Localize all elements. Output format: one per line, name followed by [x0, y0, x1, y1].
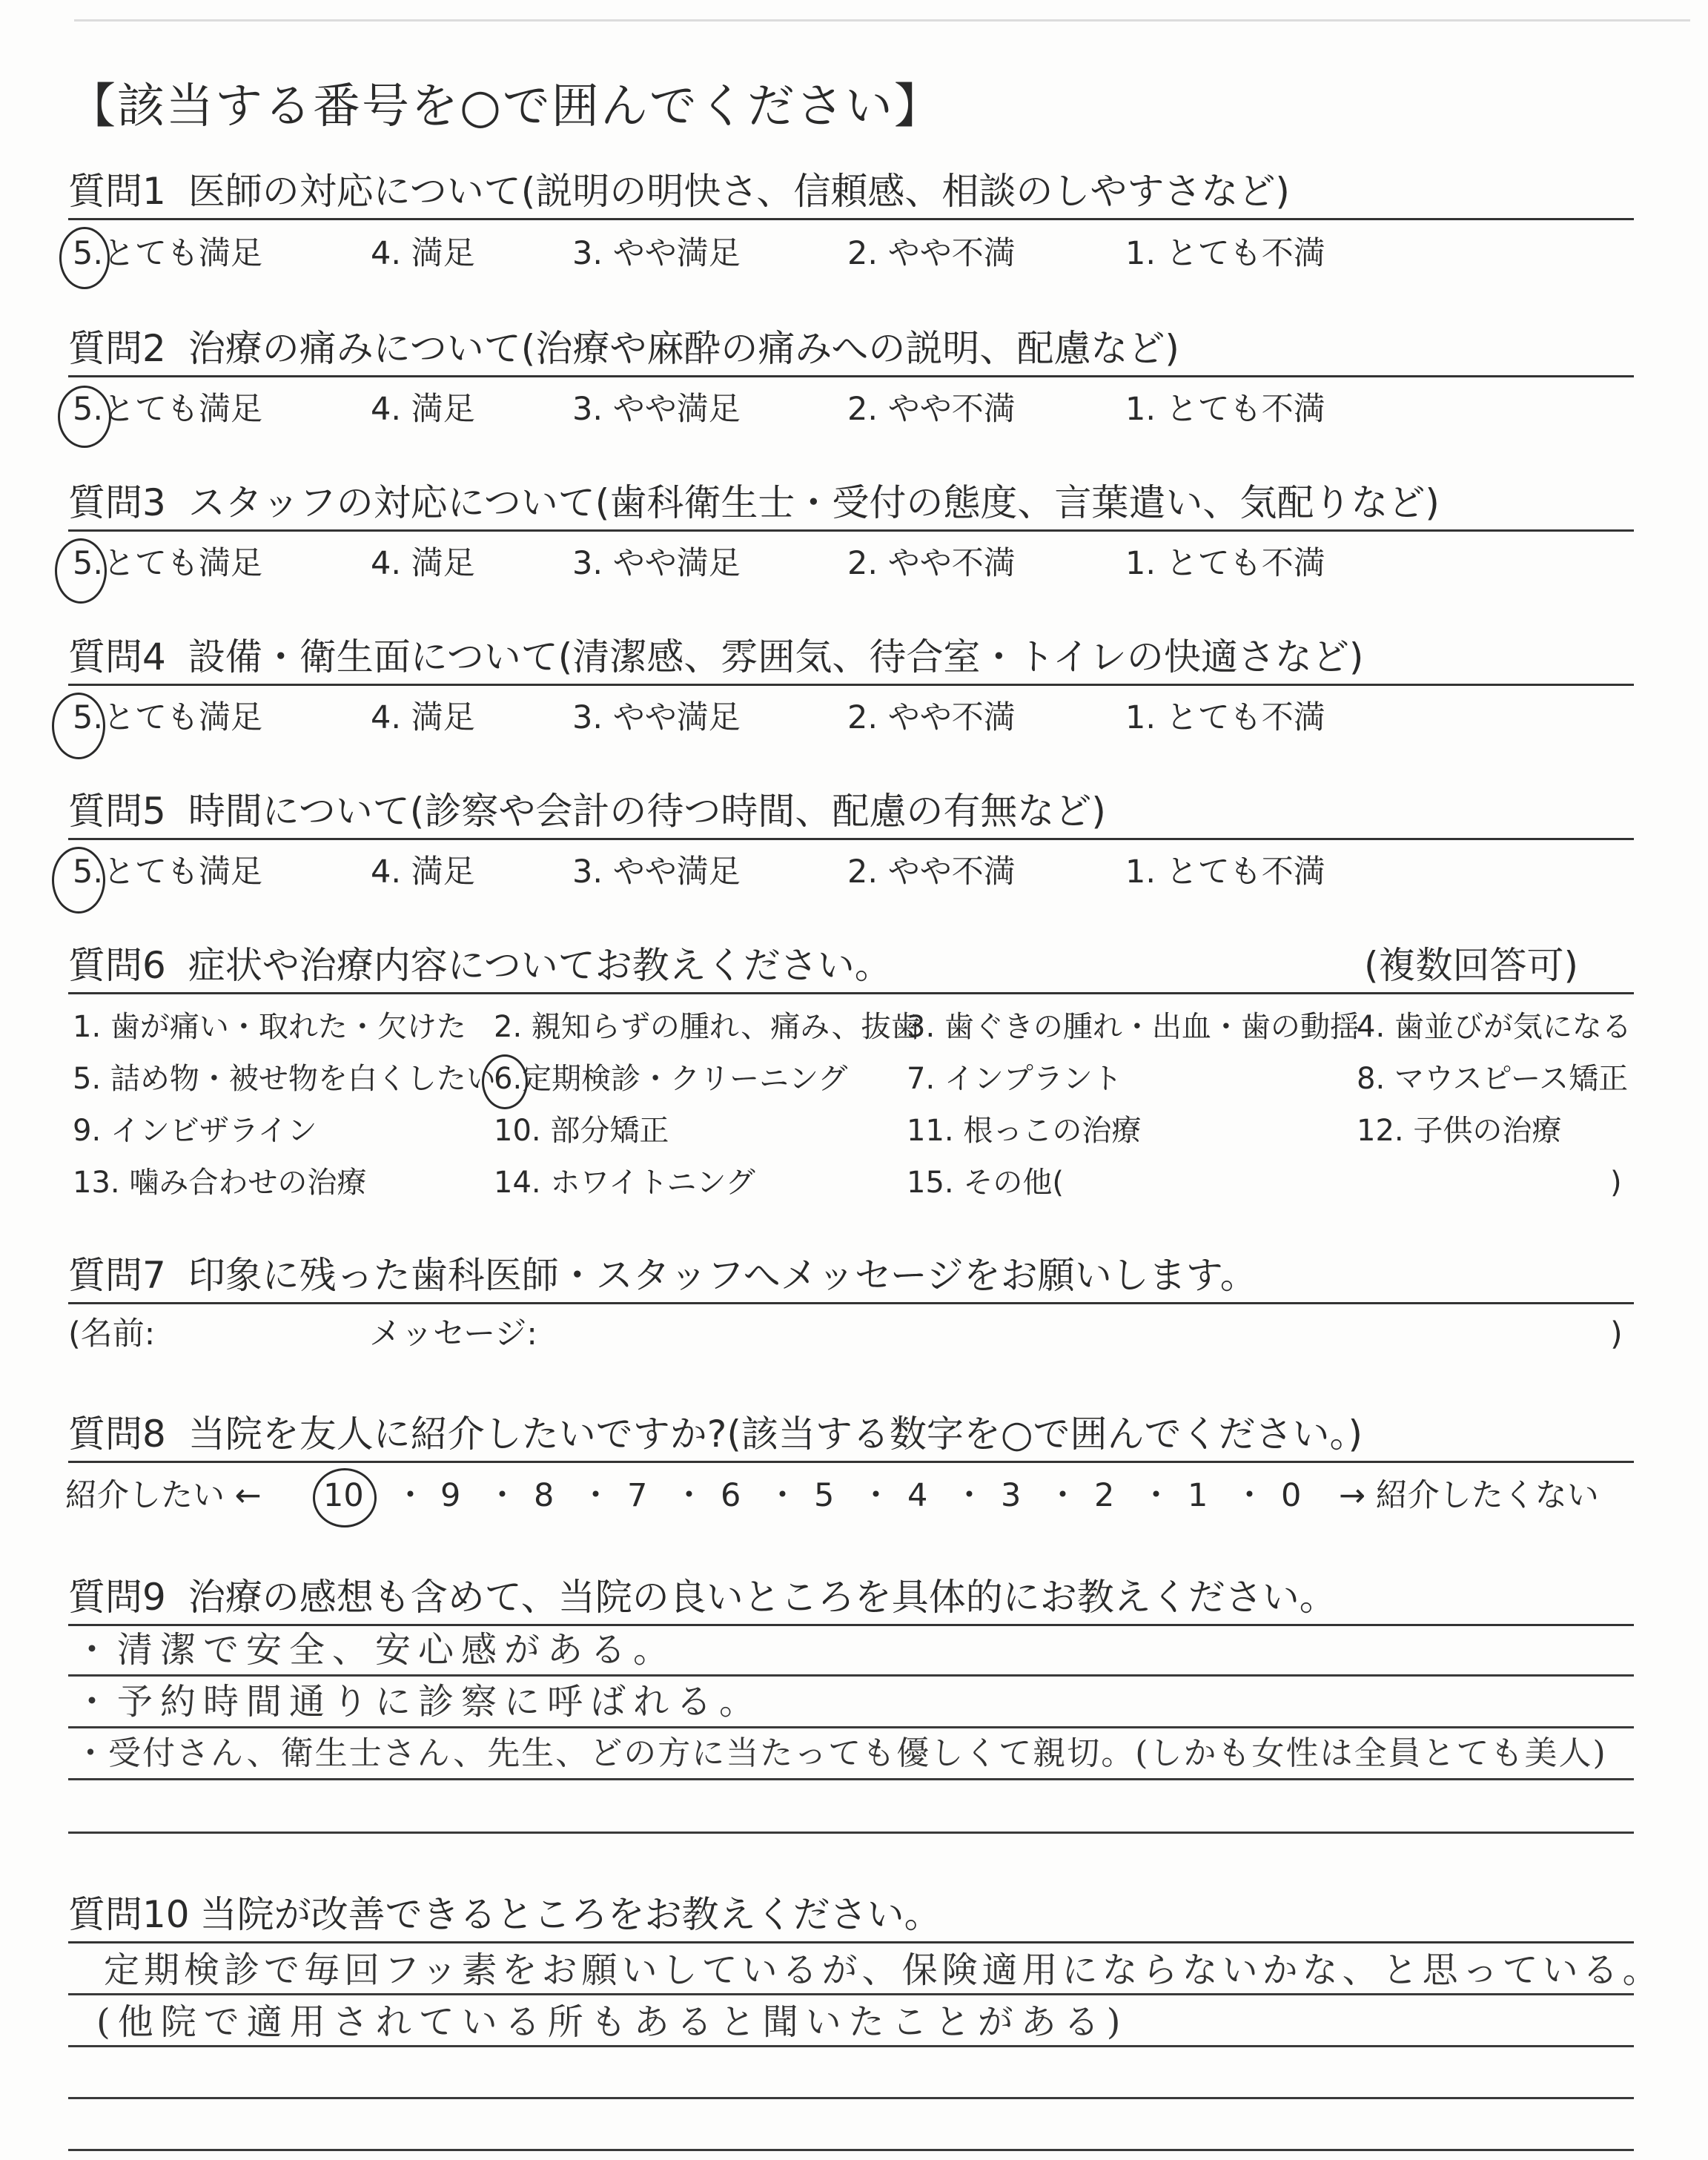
question-rule: [68, 218, 1634, 220]
question-text: スタッフの対応について(歯科衛生士・受付の態度、言葉遣い、気配りなど): [188, 481, 1440, 524]
question-rule: [68, 529, 1634, 532]
option-2[interactable]: 2. やや不満: [847, 391, 1016, 428]
recommend-right-label: → 紹介したくない: [1339, 1477, 1599, 1514]
option-2[interactable]: 2. やや不満: [847, 545, 1016, 582]
q6-other-close: ): [1610, 1166, 1622, 1200]
recommend-left-label: 紹介したい ←: [65, 1477, 262, 1514]
answer-line: [68, 1993, 1634, 1995]
question-rule: [68, 1624, 1634, 1626]
option-1[interactable]: 1. とても不満: [1125, 235, 1325, 272]
answer-line: [68, 1726, 1634, 1728]
answer-circle: [55, 538, 107, 604]
option-3[interactable]: 3. やや満足: [572, 853, 741, 891]
answer-line: [68, 1832, 1634, 1834]
question-rule: [68, 992, 1634, 994]
separator-dot: ・: [767, 1477, 798, 1514]
question-label: [68, 1575, 1337, 1619]
question-label: [68, 1253, 1257, 1298]
option-4[interactable]: 4. 満足: [371, 699, 475, 736]
recommend-6[interactable]: 6: [721, 1477, 741, 1514]
question-number: 質問10: [68, 1893, 190, 1936]
question-rule: [68, 375, 1634, 377]
option-3[interactable]: 3. やや満足: [572, 545, 741, 582]
question-label: [68, 480, 1440, 525]
q6-option-8[interactable]: 8. マウスピース矯正: [1357, 1062, 1629, 1096]
question-number: 質問1: [68, 170, 166, 213]
answer-line: [68, 2045, 1634, 2047]
answer-circle: [52, 693, 105, 759]
question-label: [68, 1412, 1363, 1456]
option-4[interactable]: 4. 満足: [371, 853, 475, 891]
separator-dot: ・: [486, 1477, 518, 1514]
separator-dot: ・: [860, 1477, 892, 1514]
option-2[interactable]: 2. やや不満: [847, 699, 1016, 736]
question-label: [68, 1892, 941, 1937]
question-label: [68, 789, 1106, 833]
q6-option-7[interactable]: 7. インプラント: [907, 1062, 1122, 1096]
separator-dot: ・: [673, 1477, 705, 1514]
question-number: 質問3: [68, 481, 166, 524]
option-1[interactable]: 1. とても不満: [1125, 391, 1325, 428]
question-text: 設備・衛生面について(清潔感、雰囲気、待合室・トイレの快適さなど): [188, 635, 1364, 678]
q6-option-10[interactable]: 10. 部分矯正: [494, 1114, 669, 1148]
form-title: 【該当する番号を○で囲んでください】: [68, 79, 943, 134]
recommend-1[interactable]: 1: [1188, 1477, 1208, 1514]
question-number: 質問2: [68, 327, 166, 370]
question-rule: [68, 684, 1634, 686]
option-3[interactable]: 3. やや満足: [572, 391, 741, 428]
option-5[interactable]: 5.とても満足: [73, 699, 263, 736]
q6-option-3[interactable]: 3. 歯ぐきの腫れ・出血・歯の動揺: [907, 1010, 1360, 1044]
separator-dot: ・: [580, 1477, 612, 1514]
name-label: (名前:: [68, 1315, 156, 1353]
option-4[interactable]: 4. 満足: [371, 545, 475, 582]
top-edge-line: [74, 19, 1690, 22]
handwritten-answer: (他院で適用されている所もあると聞いたことがある): [96, 2001, 1128, 2043]
message-label: メッセージ:: [369, 1315, 537, 1353]
option-3[interactable]: 3. やや満足: [572, 235, 741, 272]
question-label: [68, 943, 892, 988]
separator-dot: ・: [1047, 1477, 1079, 1514]
recommend-8[interactable]: 8: [534, 1477, 555, 1514]
option-1[interactable]: 1. とても不満: [1125, 545, 1325, 582]
option-5[interactable]: 5.とても満足: [73, 391, 263, 428]
question-text: 時間について(診察や会計の待つ時間、配慮の有無など): [188, 790, 1106, 833]
recommend-10[interactable]: 10: [323, 1477, 364, 1514]
q6-option-15[interactable]: 15. その他(: [907, 1166, 1064, 1200]
answer-circle: [313, 1468, 377, 1527]
answer-line: [68, 1778, 1634, 1780]
q6-option-13[interactable]: 13. 噛み合わせの治療: [73, 1166, 367, 1200]
recommend-0[interactable]: 0: [1281, 1477, 1302, 1514]
question-label: [68, 169, 1290, 214]
q6-option-14[interactable]: 14. ホワイトニング: [494, 1166, 755, 1200]
option-5[interactable]: 5.とても満足: [73, 545, 263, 582]
handwritten-answer: ・清潔で安全、安心感がある。: [74, 1629, 677, 1671]
question-number: 質問4: [68, 635, 166, 678]
option-1[interactable]: 1. とても不満: [1125, 853, 1325, 891]
question-text: 当院を友人に紹介したいですか?(該当する数字を○で囲んでください。): [188, 1413, 1363, 1456]
option-1[interactable]: 1. とても不満: [1125, 699, 1325, 736]
handwritten-answer: ・受付さん、衛生士さん、先生、どの方に当たっても優しくて親切。(しかも女性は全員とても美人): [74, 1734, 1607, 1772]
option-4[interactable]: 4. 満足: [371, 391, 475, 428]
answer-circle: [59, 227, 110, 289]
question-text: 治療の痛みについて(治療や麻酔の痛みへの説明、配慮など): [188, 327, 1179, 370]
question-text: 当院が改善できるところをお教えください。: [199, 1893, 941, 1936]
q6-option-9[interactable]: 9. インビザライン: [73, 1114, 317, 1148]
separator-dot: ・: [1234, 1477, 1265, 1514]
answer-circle: [482, 1054, 528, 1109]
option-5[interactable]: 5.とても満足: [73, 235, 263, 272]
q6-option-5[interactable]: 5. 詰め物・被せ物を白くしたい: [73, 1062, 496, 1096]
recommend-2[interactable]: 2: [1094, 1477, 1115, 1514]
q6-option-11[interactable]: 11. 根っこの治療: [907, 1114, 1142, 1148]
answer-circle: [58, 386, 111, 448]
message-close: ): [1610, 1315, 1623, 1353]
q6-option-2[interactable]: 2. 親知らずの腫れ、痛み、抜歯: [494, 1010, 921, 1044]
question-rule: [68, 1302, 1634, 1304]
separator-dot: ・: [1140, 1477, 1172, 1514]
recommend-7[interactable]: 7: [627, 1477, 648, 1514]
question-number: 質問5: [68, 790, 166, 833]
question-text: 症状や治療内容についてお教えください。: [188, 944, 892, 987]
handwritten-answer: ・予約時間通りに診察に呼ばれる。: [74, 1681, 763, 1723]
option-2[interactable]: 2. やや不満: [847, 853, 1016, 891]
option-5[interactable]: 5.とても満足: [73, 853, 263, 891]
recommend-4[interactable]: 4: [907, 1477, 928, 1514]
option-3[interactable]: 3. やや満足: [572, 699, 741, 736]
handwritten-answer: 定期検診で毎回フッ素をお願いしているが、保険適用にならないかな、と思っている。: [104, 1949, 1663, 1991]
question-number: 質問9: [68, 1576, 166, 1619]
q6-option-6[interactable]: 6.定期検診・クリーニング: [494, 1062, 848, 1096]
question-label: [68, 635, 1363, 679]
recommend-3[interactable]: 3: [1001, 1477, 1022, 1514]
answer-line: [68, 2149, 1634, 2151]
question-rule: [68, 838, 1634, 840]
q6-option-1[interactable]: 1. 歯が痛い・取れた・欠けた: [73, 1010, 466, 1044]
question-text: 医師の対応について(説明の明快さ、信頼感、相談のしやすさなど): [188, 170, 1290, 213]
question-rule: [68, 1941, 1634, 1943]
answer-line: [68, 1674, 1634, 1677]
option-4[interactable]: 4. 満足: [371, 235, 475, 272]
answer-circle: [52, 847, 105, 914]
recommend-9[interactable]: 9: [440, 1477, 461, 1514]
question-rule: [68, 1461, 1634, 1463]
question-number: 質問7: [68, 1254, 166, 1297]
question-text: 印象に残った歯科医師・スタッフへメッセージをお願いします。: [188, 1254, 1257, 1297]
question-label: [68, 326, 1179, 371]
question-text: 治療の感想も含めて、当院の良いところを具体的にお教えください。: [188, 1576, 1337, 1619]
answer-line: [68, 2097, 1634, 2099]
q6-option-4[interactable]: 4. 歯並びが気になる: [1357, 1010, 1632, 1044]
separator-dot: ・: [394, 1477, 426, 1514]
recommend-5[interactable]: 5: [814, 1477, 835, 1514]
separator-dot: ・: [953, 1477, 985, 1514]
option-2[interactable]: 2. やや不満: [847, 235, 1016, 272]
question-number: 質問8: [68, 1413, 166, 1456]
q6-option-12[interactable]: 12. 子供の治療: [1357, 1114, 1562, 1148]
question-number: 質問6: [68, 944, 166, 987]
multiple-answer-note: (複数回答可): [1364, 944, 1579, 987]
